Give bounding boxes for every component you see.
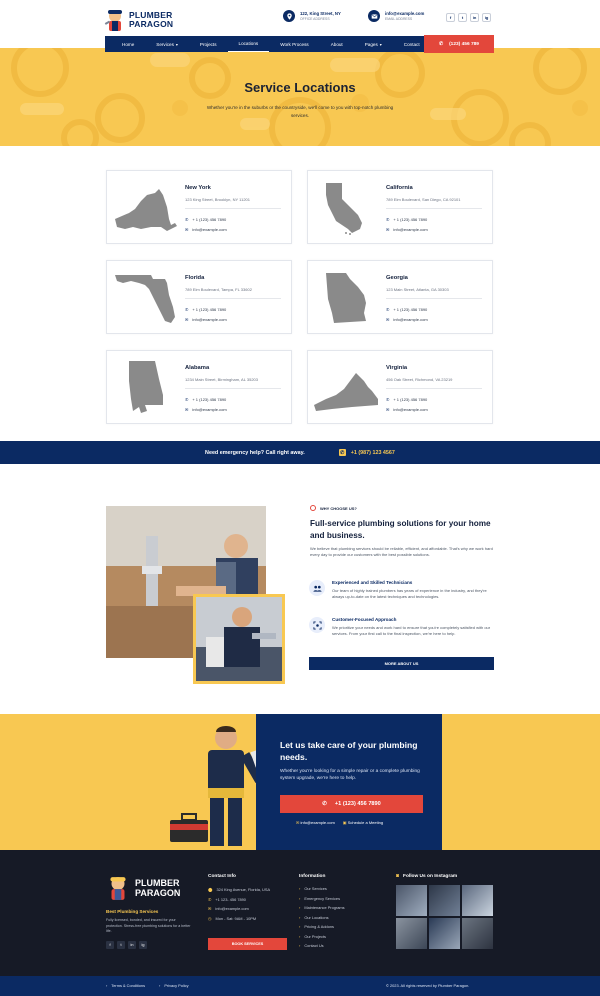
header-email-label: EMAIL ADDRESS bbox=[385, 17, 413, 21]
envelope-icon: ✉ bbox=[386, 227, 390, 232]
brand-name-line2: PARAGON bbox=[129, 19, 174, 29]
emergency-strip bbox=[0, 441, 600, 464]
phone-icon: ✆ bbox=[386, 217, 390, 222]
facebook-icon[interactable]: f bbox=[106, 941, 114, 949]
location-address: 456 Oak Street, Richmond, VA 23219 bbox=[386, 377, 453, 382]
nav-item-work-process[interactable]: Work Process bbox=[280, 41, 309, 47]
footer-instagram-heading: ◙ Follow Us on Instagram bbox=[396, 873, 458, 879]
divider bbox=[185, 388, 281, 389]
location-phone[interactable]: ✆ + 1 (123) 456 7890 bbox=[185, 397, 227, 402]
header-address-label: OFFICE ADDRESS bbox=[300, 17, 330, 21]
bottom-links bbox=[106, 983, 189, 988]
header-email[interactable] bbox=[368, 10, 424, 22]
footer-about: Fully licensed, bonded, and insured for your protection. Stress-free plumbing solutions for a better life. bbox=[106, 918, 191, 933]
location-email[interactable]: ✉ info@example.com bbox=[386, 407, 428, 412]
envelope-icon: ✉ bbox=[185, 317, 189, 322]
footer-contact-email[interactable]: ✉ info@example.com bbox=[208, 906, 249, 912]
location-card-florida[interactable] bbox=[106, 260, 292, 334]
nav-item-about[interactable]: About bbox=[330, 41, 343, 47]
footer-link[interactable]: › Emergency Services bbox=[299, 895, 341, 901]
calendar-icon: ▣ bbox=[342, 820, 347, 825]
divider bbox=[185, 298, 281, 299]
feature-body: Our team of highly trained plumbers has years of experience in the industry, and they're always up-to-date on the latest techniques and technologies. bbox=[332, 588, 487, 599]
location-phone[interactable]: ✆ + 1 (123) 456 7890 bbox=[386, 307, 428, 312]
nav-item-projects[interactable]: Projects bbox=[199, 41, 217, 47]
location-card-georgia[interactable] bbox=[307, 260, 493, 334]
header-address-value: 122, King Street, NY bbox=[300, 11, 341, 16]
instagram-icon[interactable]: ig bbox=[139, 941, 147, 949]
target-icon bbox=[310, 505, 316, 511]
linkedin-icon[interactable]: in bbox=[470, 13, 479, 22]
instagram-photo[interactable] bbox=[429, 885, 460, 916]
twitter-icon[interactable]: t bbox=[117, 941, 125, 949]
feature-technicians bbox=[309, 580, 494, 600]
footer-link[interactable]: › Our Services bbox=[299, 886, 327, 892]
chevron-right-icon: › bbox=[106, 983, 108, 988]
footer-logo[interactable] bbox=[106, 875, 180, 901]
brand-logo[interactable] bbox=[104, 6, 184, 34]
emergency-text: Need emergency help? Call right away. bbox=[205, 449, 305, 456]
envelope-icon: ✉ bbox=[185, 227, 189, 232]
nav-item-home[interactable]: Home bbox=[122, 41, 135, 47]
location-phone[interactable]: ✆ + 1 (123) 456 7890 bbox=[185, 307, 227, 312]
cta-phone-button[interactable]: ✆ +1 (123) 456 7890 bbox=[280, 795, 423, 813]
location-address: 123 King Street, Brooklyn, NY 11201 bbox=[185, 197, 251, 202]
location-phone[interactable]: ✆ + 1 (123) 456 7890 bbox=[386, 217, 428, 222]
chevron-down-icon: ▾ bbox=[175, 41, 178, 47]
location-title: Alabama bbox=[185, 365, 210, 371]
envelope-icon: ✉ bbox=[386, 317, 390, 322]
divider bbox=[185, 208, 281, 209]
focus-frame-icon bbox=[309, 617, 325, 633]
location-title: Georgia bbox=[386, 275, 408, 281]
instagram-photo[interactable] bbox=[462, 918, 493, 949]
location-email[interactable]: ✉ info@example.com bbox=[386, 227, 428, 232]
phone-icon: ✆ bbox=[322, 801, 327, 807]
chevron-right-icon: › bbox=[299, 886, 301, 892]
chevron-right-icon: › bbox=[299, 924, 301, 930]
feature-customer-focused bbox=[309, 617, 494, 637]
linkedin-icon[interactable]: in bbox=[128, 941, 136, 949]
envelope-icon bbox=[368, 10, 380, 22]
facebook-icon[interactable]: f bbox=[446, 13, 455, 22]
emergency-phone[interactable]: ✆ +1 (987) 123 4567 bbox=[340, 449, 395, 456]
location-address: 789 Elm Boulevard, Tampa, FL 33602 bbox=[185, 287, 252, 292]
location-address: 1234 Main Street, Birmingham, AL 35203 bbox=[185, 377, 259, 382]
phone-icon: ✆ bbox=[439, 41, 444, 47]
feature-title: Customer-Focused Approach bbox=[332, 617, 397, 622]
envelope-icon: ✉ bbox=[185, 407, 189, 412]
footer-contact-hours: ◷ Mon - Sat: 9AM - 10PM bbox=[208, 915, 257, 921]
why-kicker: WHY CHOOSE US? bbox=[310, 505, 357, 511]
footer-contact-phone[interactable]: ✆ +1 123- 456 7890 bbox=[208, 896, 246, 902]
location-email[interactable]: ✉ info@example.com bbox=[185, 227, 227, 232]
header-social bbox=[446, 13, 491, 22]
chevron-right-icon: › bbox=[299, 933, 301, 939]
location-email[interactable]: ✉ info@example.com bbox=[386, 317, 428, 322]
team-icon bbox=[309, 580, 325, 596]
chevron-right-icon: › bbox=[299, 895, 301, 901]
georgia-map-icon bbox=[312, 269, 382, 327]
brand-name-line2: PARAGON bbox=[135, 888, 181, 898]
footer-information bbox=[299, 874, 345, 951]
chevron-down-icon: ▾ bbox=[379, 41, 382, 47]
why-title: Full-service plumbing solutions for your home and business. bbox=[310, 519, 491, 540]
footer-link[interactable]: › Pricing & Addons bbox=[299, 924, 334, 930]
book-services-button[interactable]: BOOK SERVICES bbox=[208, 938, 287, 950]
phone-icon: ✆ bbox=[185, 217, 189, 222]
footer-link[interactable]: › Contact Us bbox=[299, 943, 324, 949]
divider bbox=[386, 208, 482, 209]
footer-link[interactable]: › Maintenance Programs bbox=[299, 905, 345, 911]
location-address: 789 Elm Boulevard, San Diego, CA 92101 bbox=[386, 197, 461, 202]
nav-item-pages[interactable]: Pages ▾ bbox=[364, 41, 382, 47]
footer-info-heading: Information bbox=[299, 874, 326, 879]
page-title: Service Locations bbox=[244, 80, 356, 95]
copyright: © 2023. All rights reserved by Plumber Paragon. bbox=[386, 983, 470, 988]
location-pin-icon: ⬤ bbox=[208, 887, 213, 893]
twitter-icon[interactable]: t bbox=[458, 13, 467, 22]
cta-schedule-link[interactable]: ▣ Schedule a Meeting bbox=[342, 820, 384, 825]
pipe-fittings-background bbox=[0, 48, 600, 146]
footer-contact bbox=[208, 874, 270, 923]
cta-body: Whether you're looking for a simple repair or a complete plumbing system upgrade, we're here to help. bbox=[280, 769, 420, 782]
instagram-photo[interactable] bbox=[462, 885, 493, 916]
location-card-new-york[interactable] bbox=[106, 170, 292, 244]
envelope-icon: ✉ bbox=[386, 407, 390, 412]
florida-map-icon bbox=[111, 269, 181, 327]
hero-banner bbox=[0, 48, 600, 146]
feature-body: We prioritize your needs and work hard to ensure that you're completely satisfied with our services. From your first call to the final inspection, we're here to help. bbox=[332, 625, 491, 636]
phone-icon: ✆ bbox=[185, 397, 189, 402]
more-about-us-button[interactable]: MORE ABOUT US bbox=[309, 657, 494, 670]
location-card-virginia[interactable] bbox=[307, 350, 493, 424]
page-subtitle: Whether you're in the suburbs or the countryside, we'll come to you with top-notch plumbing services. bbox=[206, 105, 394, 118]
bottom-bar bbox=[0, 976, 600, 996]
nav-item-contact[interactable]: Contact bbox=[403, 41, 420, 47]
footer-contact-address: ⬤ 324 King Avenue, Florida, USA bbox=[208, 887, 271, 893]
footer-kicker: Best Plumbing Services bbox=[106, 909, 159, 914]
why-body: We believe that plumbing services should be reliable, efficient, and affordable. That's why we work hard every day to provide our customers with the best possible solutions. bbox=[310, 546, 493, 558]
location-address: 123 Main Street, Atlanta, GA 30303 bbox=[386, 287, 449, 292]
plumber-mascot-icon bbox=[106, 875, 130, 901]
divider bbox=[386, 298, 482, 299]
nav-item-services[interactable]: Services ▾ bbox=[156, 41, 178, 47]
brand-name-line1: PLUMBER bbox=[129, 10, 173, 20]
chevron-right-icon: › bbox=[299, 914, 301, 920]
main-nav bbox=[105, 36, 424, 52]
privacy-link[interactable]: › Privacy Policy bbox=[159, 983, 189, 988]
footer-social bbox=[106, 941, 147, 949]
brand-name-line1: PLUMBER bbox=[135, 878, 180, 888]
chevron-right-icon: › bbox=[299, 943, 301, 949]
instagram-icon: ◙ bbox=[396, 873, 400, 879]
header-email-value: info@example.com bbox=[385, 11, 425, 16]
divider bbox=[386, 388, 482, 389]
chevron-right-icon: › bbox=[299, 905, 301, 911]
nav-phone-button[interactable]: ✆ (123) 456 789 bbox=[424, 35, 494, 53]
new-york-map-icon bbox=[111, 179, 181, 237]
location-title: New York bbox=[185, 185, 211, 191]
location-pin-icon bbox=[283, 10, 295, 22]
instagram-grid bbox=[396, 885, 494, 949]
photo-illustration bbox=[196, 597, 282, 681]
header-address bbox=[283, 10, 341, 22]
location-phone[interactable]: ✆ + 1 (123) 456 7890 bbox=[185, 217, 227, 222]
location-card-alabama[interactable] bbox=[106, 350, 292, 424]
terms-link[interactable]: › Terms & Conditions bbox=[106, 983, 146, 988]
footer-link[interactable]: › Our Locations bbox=[299, 914, 329, 920]
instagram-photo[interactable] bbox=[429, 918, 460, 949]
location-email[interactable]: ✉ info@example.com bbox=[185, 407, 227, 412]
cta-links bbox=[296, 820, 383, 825]
california-map-icon bbox=[312, 179, 382, 237]
phone-icon: ✆ bbox=[386, 397, 390, 402]
phone-icon: ✆ bbox=[386, 307, 390, 312]
plumber-wrench-photo bbox=[193, 594, 285, 684]
location-email[interactable]: ✉ info@example.com bbox=[185, 317, 227, 322]
virginia-map-icon bbox=[312, 359, 382, 417]
location-card-california[interactable] bbox=[307, 170, 493, 244]
cta-email-link[interactable]: ✉ info@example.com bbox=[296, 820, 335, 825]
phone-icon: ✆ bbox=[340, 449, 345, 456]
footer-link[interactable]: › Our Projects bbox=[299, 933, 326, 939]
clock-icon: ◷ bbox=[208, 915, 212, 921]
phone-icon: ✆ bbox=[208, 896, 212, 902]
envelope-icon: ✉ bbox=[208, 906, 212, 912]
phone-icon: ✆ bbox=[185, 307, 189, 312]
instagram-photo[interactable] bbox=[396, 885, 427, 916]
chevron-right-icon: › bbox=[159, 983, 161, 988]
feature-title: Experienced and Skilled Technicians bbox=[332, 580, 413, 585]
location-title: Florida bbox=[185, 275, 205, 281]
location-title: California bbox=[386, 185, 413, 191]
cta-title: Let us take care of your plumbing needs. bbox=[280, 740, 418, 762]
plumber-mascot-icon bbox=[104, 8, 126, 32]
footer-contact-heading: Contact Info bbox=[208, 874, 236, 879]
location-phone[interactable]: ✆ + 1 (123) 456 7890 bbox=[386, 397, 428, 402]
nav-item-locations[interactable]: Locations bbox=[228, 36, 270, 52]
envelope-icon: ✉ bbox=[296, 820, 300, 825]
alabama-map-icon bbox=[111, 359, 181, 417]
instagram-photo[interactable] bbox=[396, 918, 427, 949]
location-title: Virginia bbox=[386, 365, 408, 371]
instagram-icon[interactable]: ig bbox=[482, 13, 491, 22]
